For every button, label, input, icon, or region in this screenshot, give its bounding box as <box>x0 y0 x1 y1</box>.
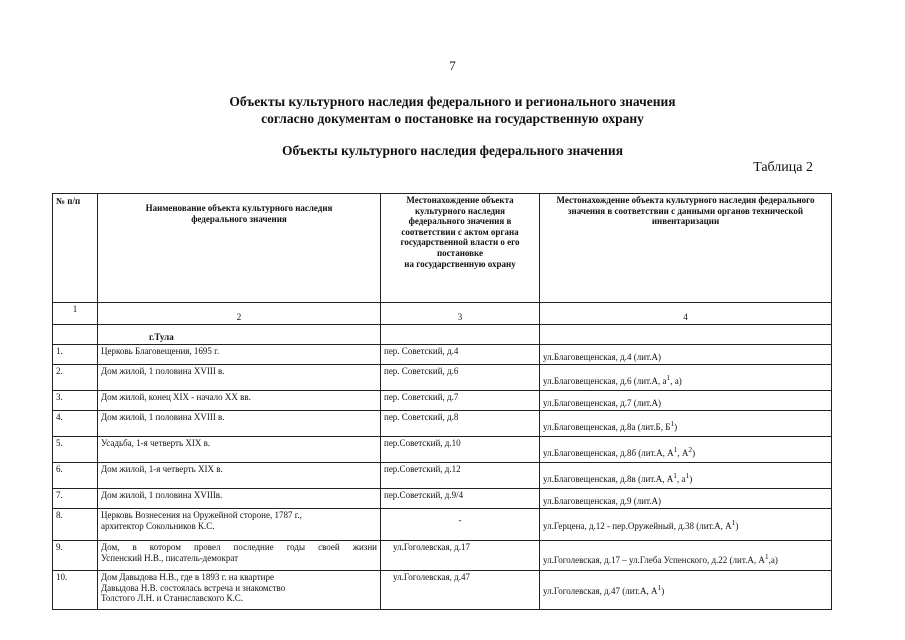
header-location-inventory: Местонахождение объекта культурного наследия федерального значения в соответствии с данными органов технической инвентаризации <box>540 194 832 303</box>
empty-cell <box>53 325 98 345</box>
empty-cell <box>540 325 832 345</box>
column-numbering-row <box>53 303 832 325</box>
table-row <box>53 411 832 437</box>
location-inventory: ул.Благовещенская, д.4 (лит.А) <box>540 345 832 365</box>
location-act: - <box>381 509 540 541</box>
header-line: федерального значения в <box>408 216 512 227</box>
name-line: Церковь Вознесения на Оружейной стороне, 1787 г., <box>101 510 302 520</box>
address-text: ул.Герцена, д.12 - пер.Оружейный, д.38 (лит.А, А <box>543 520 732 531</box>
location-inventory <box>540 463 832 489</box>
object-name: Дом жилой, 1 половина XVIII в. <box>98 365 381 391</box>
header-line: Местонахождение объекта <box>406 195 514 205</box>
row-number: 8. <box>53 509 98 541</box>
name-line: Успенский Н.В., писатель-демократ <box>101 552 239 563</box>
table-row <box>53 489 832 509</box>
table-row <box>53 345 832 365</box>
location-inventory <box>540 541 832 571</box>
name-line: Дом, в котором провел последние годы своей жизни <box>101 542 377 552</box>
title-line-2: согласно документам о постановке на государственную охрану <box>261 111 644 126</box>
superscript: 1 <box>670 419 675 429</box>
location-act: пер. Советский, д.6 <box>381 365 540 391</box>
header-line: соответствии с актом органа <box>401 226 519 237</box>
superscript: 1 <box>685 471 690 481</box>
location-inventory: ул.Благовещенская, д.9 (лит.А) <box>540 489 832 509</box>
row-number: 3. <box>53 391 98 411</box>
table-row <box>53 365 832 391</box>
location-act: пер. Советский, д.7 <box>381 391 540 411</box>
address-text: ) <box>735 520 739 531</box>
address-text: ) <box>692 448 696 459</box>
city-name: г.Тула <box>98 325 381 345</box>
object-name: Дом жилой, конец XIX - начало XX вв. <box>98 391 381 411</box>
header-name: Наименование объекта культурного наследия федерального значения <box>98 194 381 303</box>
object-name: Дом жилой, 1-я четверть XIX в. <box>98 463 381 489</box>
superscript: 2 <box>688 445 693 455</box>
address-text: ул.Гоголевская, д.47 (лит.А, А <box>543 586 658 597</box>
heritage-table <box>52 193 832 610</box>
row-number: 1. <box>53 345 98 365</box>
object-name: Дом жилой, 1 половина XVIII в. <box>98 411 381 437</box>
object-name <box>98 541 381 571</box>
header-line: культурного наследия <box>414 205 506 216</box>
column-number: 4 <box>540 303 832 325</box>
object-name: Усадьба, 1-я четверть XIX в. <box>98 437 381 463</box>
location-inventory <box>540 411 832 437</box>
table-row <box>53 571 832 610</box>
row-number: 7. <box>53 489 98 509</box>
superscript: 1 <box>764 552 769 562</box>
table-row <box>53 437 832 463</box>
page-number: 7 <box>449 58 456 73</box>
address-text: ,а) <box>768 555 778 566</box>
document-title <box>0 93 905 127</box>
column-number: 2 <box>98 303 381 325</box>
location-act: пер. Советский, д.4 <box>381 345 540 365</box>
location-act: пер.Советский, д.10 <box>381 437 540 463</box>
header-line: государственной власти о его <box>400 237 520 248</box>
column-number: 1 <box>53 303 98 325</box>
location-act: пер. Советский, д.8 <box>381 411 540 437</box>
row-number: 2. <box>53 365 98 391</box>
title-line-1: Объекты культурного наследия федерального и регионального значения <box>229 94 676 109</box>
address-text: , а) <box>670 376 682 387</box>
name-line: Толстого Л.Н. и Станиславского К.С. <box>101 593 244 604</box>
object-name: Церковь Благовещения, 1695 г. <box>98 345 381 365</box>
location-inventory <box>540 437 832 463</box>
superscript: 1 <box>657 583 662 593</box>
row-number: 5. <box>53 437 98 463</box>
section-subtitle: Объекты культурного наследия федерального значения <box>281 143 624 158</box>
header-line: на государственную охрану <box>404 258 516 269</box>
address-text: ул.Благовещенская, д.8б (лит.А, А <box>543 448 674 459</box>
superscript: 1 <box>673 471 678 481</box>
object-name <box>98 571 381 610</box>
object-name <box>98 509 381 541</box>
location-act: ул.Гоголевская, д.47 <box>381 571 540 610</box>
superscript: 1 <box>666 373 671 383</box>
table-label: Таблица 2 <box>753 160 813 175</box>
row-number: 9. <box>53 541 98 571</box>
superscript: 1 <box>673 445 678 455</box>
row-number: 6. <box>53 463 98 489</box>
name-line: Давыдова Н.В. состоялась встреча и знакомство <box>101 582 286 593</box>
location-inventory <box>540 509 832 541</box>
address-text: ул.Благовещенская, д.8а (лит.Б, Б <box>543 422 671 433</box>
object-name: Дом жилой, 1 половина XVIIIв. <box>98 489 381 509</box>
address-text: ул.Гоголевская, д.17 – ул.Глеба Успенского, д.22 (лит.А, А <box>543 555 765 566</box>
name-line: архитектор Сокольников К.С. <box>101 520 215 531</box>
name-line: Дом Давыдова Н.В., где в 1893 г. на квартире <box>101 572 274 582</box>
table-row <box>53 541 832 571</box>
table-row <box>53 509 832 541</box>
table-header-row <box>53 194 832 303</box>
header-line: постановке <box>437 247 483 258</box>
location-inventory: ул.Благовещенская, д.7 (лит.А) <box>540 391 832 411</box>
location-inventory <box>540 365 832 391</box>
row-number: 4. <box>53 411 98 437</box>
header-number: № п/п <box>53 194 98 303</box>
location-inventory <box>540 571 832 610</box>
address-text: ул.Благовещенская, д.6 (лит.А, а <box>543 376 667 387</box>
superscript: 1 <box>731 517 736 527</box>
address-text: ) <box>674 422 678 433</box>
address-text: ул.Благовещенская, д.8в (лит.А, А <box>543 474 674 485</box>
location-act: ул.Гоголевская, д.17 <box>381 541 540 571</box>
address-text: ) <box>661 586 665 597</box>
address-text: , а <box>677 474 686 485</box>
city-row <box>53 325 832 345</box>
table-row <box>53 463 832 489</box>
table-row <box>53 391 832 411</box>
column-number: 3 <box>381 303 540 325</box>
row-number: 10. <box>53 571 98 610</box>
header-location-act <box>381 194 540 303</box>
address-text: ) <box>689 474 693 485</box>
empty-cell <box>381 325 540 345</box>
location-act: пер.Советский, д.9/4 <box>381 489 540 509</box>
location-act: пер.Советский, д.12 <box>381 463 540 489</box>
address-text: , А <box>677 448 689 459</box>
